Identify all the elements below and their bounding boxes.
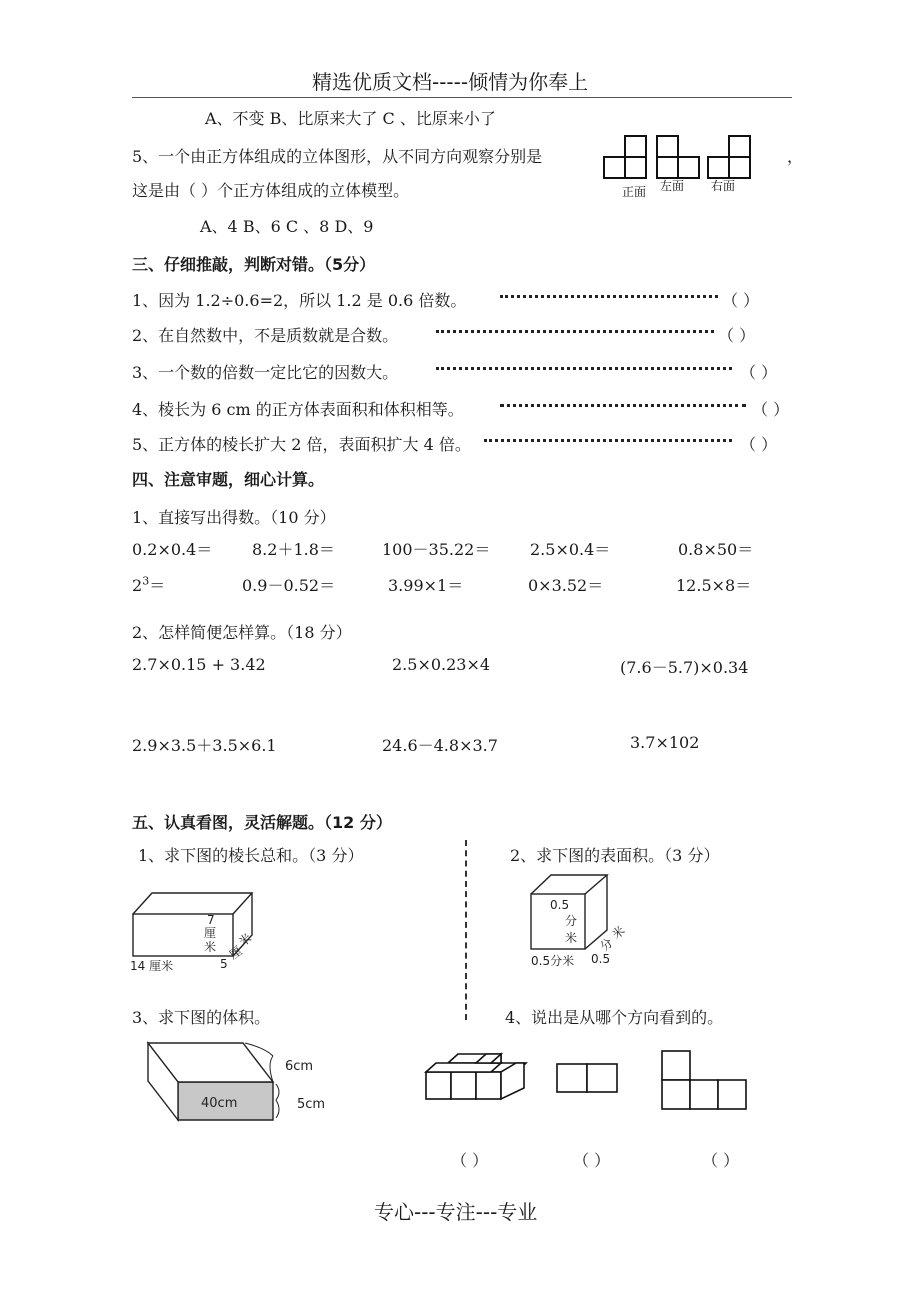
fig2-depth-unit: 分 — [597, 935, 616, 954]
judge-blank-2[interactable]: （ ） — [718, 326, 756, 345]
view-figure-4 — [420, 1045, 760, 1115]
cube-figure-2 — [525, 872, 628, 972]
section4-part1-title: 1、直接写出得数。（10 分） — [132, 508, 336, 527]
q5-comma: ， — [787, 147, 804, 166]
q5-text-line2: 这是由（ ）个正方体组成的立体模型。 — [132, 181, 410, 200]
fig2-depth-unit: 米 — [609, 923, 628, 942]
left-view-square — [657, 157, 678, 178]
fig3-length-label: 40cm — [201, 1096, 238, 1111]
simplify-item: 3.7×102 — [630, 733, 700, 752]
calc-item: 0.2×0.4＝ — [132, 540, 213, 559]
dot-leader — [436, 322, 714, 333]
view2-square — [557, 1064, 587, 1092]
section5-q3: 3、求下图的体积。 — [132, 1008, 271, 1027]
cube-front-face — [451, 1072, 476, 1099]
section5-title: 五、认真看图，灵活解题。（12 分） — [132, 813, 392, 832]
right-view-square — [708, 157, 729, 178]
page-footer: 专心---专注---专业 — [374, 1200, 538, 1224]
judge-blank-4[interactable]: （ ） — [752, 400, 790, 419]
fig1-width-unit: 厘 — [226, 943, 245, 963]
fig1-height-num: 7 — [207, 913, 215, 927]
left-view-square — [657, 136, 678, 157]
view3-square — [690, 1080, 718, 1109]
judge-item-5: 5、正方体的棱长扩大 2 倍，表面积扩大 4 倍。 — [132, 435, 471, 454]
calc-item: 8.2＋1.8＝ — [252, 540, 335, 559]
cuboid-figure-1 — [128, 888, 258, 978]
right-view-square — [729, 136, 750, 157]
fig1-height-unit: 厘 — [204, 926, 217, 940]
front-view-square — [604, 157, 625, 178]
simplify-item: 24.6－4.8×3.7 — [382, 736, 498, 755]
calc-item: 2.5×0.4＝ — [530, 540, 611, 559]
fig1-length-label: 14 厘米 — [130, 959, 174, 973]
fig2-top-label: 0.5 — [550, 898, 570, 912]
judge-item-2: 2、在自然数中，不是质数就是合数。 — [132, 326, 399, 345]
left-view-square — [678, 157, 699, 178]
front-view-square — [625, 157, 646, 178]
section4-part2-title: 2、怎样简便怎样算。（18 分） — [132, 623, 352, 642]
judge-blank-5[interactable]: （ ） — [740, 435, 778, 454]
right-view-label: 右面 — [711, 179, 736, 193]
q5-options: A、4 B、6 C 、8 D、9 — [200, 217, 374, 236]
view-answer-blank-1[interactable]: （ ） — [451, 1151, 489, 1170]
fig3-height-label: 5cm — [297, 1097, 326, 1112]
fig2-side-unit: 分 — [565, 914, 578, 928]
fig2-side-unit: 米 — [565, 931, 578, 945]
cube-front-face — [426, 1072, 451, 1099]
calc-item: 0×3.52＝ — [528, 576, 604, 595]
calc-item: 12.5×8＝ — [676, 576, 752, 595]
fig2-bottom-label: 0.5分米 — [531, 954, 575, 968]
section3-title: 三、仔细推敲，判断对错。（5分） — [132, 255, 376, 274]
column-divider — [465, 840, 467, 1020]
view-answer-blank-2[interactable]: （ ） — [573, 1151, 611, 1170]
fig1-height-unit: 米 — [204, 940, 217, 954]
section4-title: 四、注意审题，细心计算。 — [132, 470, 325, 489]
view-answer-blank-3[interactable]: （ ） — [702, 1151, 740, 1170]
q5-views-figure — [600, 128, 780, 203]
front-view-square — [625, 136, 646, 157]
power-exponent: 3 — [142, 574, 150, 588]
simplify-item: 2.9×3.5＋3.5×6.1 — [132, 736, 277, 755]
power-base: 2 — [132, 576, 143, 595]
dot-leader — [500, 396, 746, 407]
simplify-item: 2.5×0.23×4 — [392, 655, 491, 674]
fig3-depth-label: 6cm — [285, 1059, 314, 1074]
judge-blank-3[interactable]: （ ） — [740, 363, 778, 382]
section5-q2: 2、求下图的表面积。（3 分） — [510, 846, 720, 865]
power-equals: ＝ — [149, 576, 166, 595]
calc-item: 0.8×50＝ — [678, 540, 754, 559]
dot-leader — [436, 359, 732, 370]
view2-square — [587, 1064, 617, 1092]
fig2-depth-num: 0.5 — [591, 952, 611, 966]
section5-q1: 1、求下图的棱长总和。（3 分） — [138, 846, 364, 865]
page-header: 精选优质文档-----倾情为你奉上 — [312, 70, 589, 94]
calc-item: 0.9－0.52＝ — [242, 576, 336, 595]
calc-item: 100－35.22＝ — [382, 540, 491, 559]
judge-blank-1[interactable]: （ ） — [722, 291, 760, 310]
judge-item-4: 4、棱长为 6 cm 的正方体表面积和体积相等。 — [132, 400, 464, 419]
left-view-label: 左面 — [660, 179, 685, 193]
view3-square — [662, 1051, 690, 1080]
dot-leader — [500, 287, 718, 298]
fig1-width-num: 5 — [220, 957, 228, 971]
calc-item: 3.99×1＝ — [388, 576, 464, 595]
cuboid-figure-3 — [145, 1040, 335, 1125]
q4-options: A、不变 B、比原来大了 C 、比原来小了 — [205, 109, 496, 128]
section5-q4: 4、说出是从哪个方向看到的。 — [505, 1008, 724, 1027]
view3-square — [662, 1080, 690, 1109]
header-rule — [132, 97, 792, 98]
front-view-label: 正面 — [622, 185, 647, 199]
right-view-square — [729, 157, 750, 178]
q5-text-line1: 5、一个由正方体组成的立体图形，从不同方向观察分别是 — [132, 147, 543, 166]
cube-top-face — [426, 1063, 501, 1072]
fig1-width-unit: 米 — [236, 930, 255, 950]
dot-leader — [484, 431, 732, 442]
judge-item-3: 3、一个数的倍数一定比它的因数大。 — [132, 363, 399, 382]
simplify-item: 2.7×0.15 + 3.42 — [132, 655, 266, 674]
calc-item-power — [132, 573, 165, 596]
judge-item-1: 1、因为 1.2÷0.6=2，所以 1.2 是 0.6 倍数。 — [132, 291, 467, 310]
simplify-item: (7.6－5.7)×0.34 — [620, 658, 749, 677]
cube-front-face — [476, 1072, 501, 1099]
view3-square — [718, 1080, 746, 1109]
